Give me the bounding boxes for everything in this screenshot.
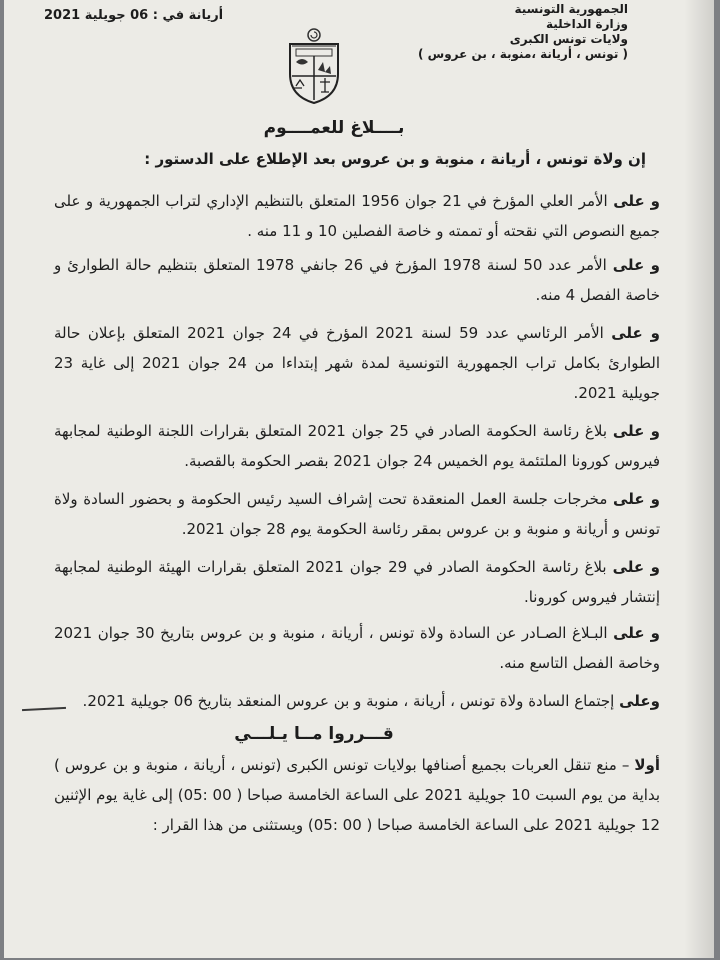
clause-prefix: و على	[613, 490, 660, 508]
clause-prefix: و على	[613, 624, 661, 642]
clause-text: الأمر الرئاسي عدد 59 لسنة 2021 المؤرخ في 24 جوان 2021 المتعلق بإعلان حالة الطوارئ بكامل تراب الجمهورية التونسية لمدة شهر إبتداءا من 24 جوان 2021 إلى غاية 23 جويلية 2021.	[54, 324, 660, 402]
clause-text: البـلاغ الصـادر عن السادة ولاة تونس ، أريانة ، منوبة و بن عروس بتاريخ 30 جوان 2021 وخاصة الفصل التاسع منه.	[54, 624, 660, 672]
document-page	[4, 0, 714, 958]
clause-paragraph	[54, 318, 660, 408]
place-date: أريانة في : 06 جويلية 2021	[44, 8, 224, 23]
clause-prefix: و على	[612, 256, 661, 274]
clause-paragraph	[54, 552, 660, 612]
clause-prefix: وعلى	[619, 692, 660, 710]
clause-prefix: و على	[612, 422, 660, 440]
document-title: بــــلاغ للعمــــوم	[263, 118, 405, 138]
clause-prefix: و على	[612, 558, 661, 576]
tunisia-coat-of-arms-icon	[282, 26, 346, 106]
clause-prefix: و على	[613, 192, 660, 210]
preamble-lead: إن ولاة تونس ، أريانة ، منوبة و بن عروس بعد الإطلاع على الدستور :	[144, 150, 646, 168]
clause-paragraph	[54, 416, 660, 476]
authority-line: الجمهورية التونسية	[514, 2, 628, 16]
authority-line: ( تونس ، أريانة ،منوبة ، بن عروس )	[418, 47, 628, 61]
authority-line: وزارة الداخلية	[545, 17, 628, 31]
page-fold-shadow	[684, 0, 714, 958]
clause-prefix: و على	[611, 324, 661, 342]
decision-heading: قـــرروا مــا يـلـــي	[234, 724, 394, 744]
clause-text: إجتماع السادة ولاة تونس ، أريانة ، منوبة و بن عروس المنعقد بتاريخ 06 جويلية 2021.	[82, 692, 620, 710]
clause-paragraph	[54, 686, 660, 716]
clause-paragraph	[54, 484, 660, 544]
clause-text: الأمر العلي المؤرخ في 21 جوان 1956 المتعلق بالتنظيم الإداري لتراب الجمهورية و على جميع النصوص التي نقحته أو تممته و خاصة الفصلين 10 و 11 منه .	[54, 192, 660, 240]
article-paragraph	[54, 750, 660, 840]
clause-text: مخرجات جلسة العمل المنعقدة تحت إشراف السيد رئيس الحكومة و بحضور السادة ولاة تونس و أريانة و منوبة و بن عروس بمقر رئاسة الحكومة يوم 28 جوان 2021.	[54, 490, 660, 538]
clause-text: بلاغ رئاسة الحكومة الصادر في 25 جوان 2021 المتعلق بقرارات اللجنة الوطنية لمجابهة فيروس كورونا الملتئمة يوم الخميس 24 جوان 2021 بقصر الحكومة بالقصبة.	[54, 422, 660, 470]
clause-paragraph	[54, 186, 660, 246]
issuing-authority	[368, 2, 628, 62]
clause-text: الأمر عدد 50 لسنة 1978 المؤرخ في 26 جانفي 1978 المتعلق بتنظيم حالة الطوارئ و خاصة الفصل 4 منه.	[54, 256, 660, 304]
clause-text: بلاغ رئاسة الحكومة الصادر في 29 جوان 2021 المتعلق بقرارات الهيئة الوطنية لمجابهة إنتشار فيروس كورونا.	[54, 558, 660, 606]
article-prefix: أولا	[634, 756, 660, 774]
clause-paragraph	[54, 250, 660, 310]
article-text: – منع تنقل العربات بجميع أصنافها بولايات تونس الكبرى (تونس ، أريانة ، منوبة و بن عروس ) بداية من يوم السبت 10 جويلية 2021 على الساعة الخامسة صباحا ( 00 :05) إلى غاية يوم الإثنين 12 جويلية 2021 على الساعة الخامسة صباحا ( 00 :05) ويستثنى من هذا القرار :	[54, 756, 661, 834]
clause-paragraph	[54, 618, 660, 678]
authority-line: ولايات تونس الكبرى	[509, 32, 628, 46]
